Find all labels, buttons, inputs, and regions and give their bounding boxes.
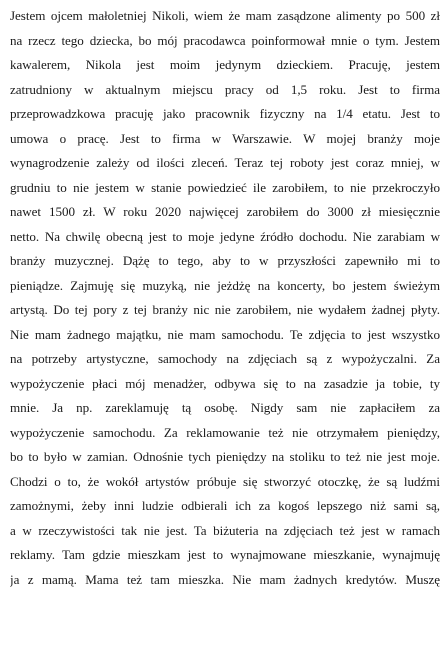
text-line-17: mnie. Ja np. zareklamuję tą osobę. Nigdy sam nie zapłaciłem za xyxy=(10,400,440,415)
text-line-21: zamożnymi, żeby inni ludzie odbierali ich za kogoś lepszego niż sami są, xyxy=(10,498,440,513)
text-line-7: wynagrodzenie zależy od ilości zleceń. Teraz tej roboty jest coraz mniej, w xyxy=(10,155,440,170)
text-line-23: reklamy. Tam gdzie mieszkam jest to wynajmowane mieszkanie, wynajmuję xyxy=(10,547,440,562)
text-line-20: Chodzi o to, że wokół artystów próbuje się stworzyć otoczkę, że są ludźmi xyxy=(10,473,440,489)
text-line-4: zatrudniony w aktualnym miejscu pracy od 1,5 roku. Jest to firma xyxy=(10,81,440,97)
text-line-6: umowa o pracę. Jest to firma w Warszawie. W mojej branży moje xyxy=(10,130,440,146)
text-line-10: netto. Na chwilę obecną jest to moje jedyne źródło dochodu. Nie zarabiam w xyxy=(10,228,440,244)
text-line-16: wypożyczenie płaci mój menadżer, odbywa się to na zasadzie ja tobie, ty xyxy=(10,375,440,391)
text-line-14: Nie mam żadnego majątku, nie mam samochodu. Te zdjęcia to jest wszystko xyxy=(10,326,440,342)
text-line-18: wypożyczenie samochodu. Za reklamowanie też nie otrzymałem pieniędzy, xyxy=(10,424,440,440)
text-line-11: branży muzycznej. Dążę to tego, aby to w przyszłości zapewniło mi to xyxy=(10,253,440,268)
text-line-12: pieniądze. Zajmuję się muzyką, nie jeżdżę na koncerty, bo jestem świeżym xyxy=(10,277,440,293)
text-line-15: na potrzeby artystyczne, samochody na zdjęciach są z wypożyczalni. Za xyxy=(10,351,440,366)
text-line-22: a w rzeczywistości tak nie jest. Ta biżuteria na zdjęciach też jest w ramach xyxy=(10,522,440,538)
text-line-24: ja z mamą. Mama też tam mieszka. Nie mam żadnych kredytów. Muszę xyxy=(10,571,440,587)
text-line-9: nawet 1500 zł. W roku 2020 najwięcej zarobiłem do 3000 zł miesięcznie xyxy=(10,204,440,219)
text-line-5: przeprowadzkowa pracuję jako pracownik fizyczny na 1/4 etatu. Jest to xyxy=(10,106,440,121)
text-line-3: kawalerem, Nikola jest moim jedynym dzieckiem. Pracuję, jestem xyxy=(10,57,440,72)
text-line-2: na rzecz tego dziecka, bo mój pracodawca poinformował mnie o tym. Jestem xyxy=(10,32,440,48)
text-line-1: Jestem ojcem małoletniej Nikoli, wiem że mam zasądzone alimenty po 500 zł xyxy=(10,8,440,23)
text-line-19: bo to było w zamian. Odnośnie tych pieniędzy na stoliku to też nie jest moje. xyxy=(10,449,440,464)
text-line-8: grudniu to nie jestem w stanie powiedzieć ile zarobiłem, to nie przekroczyło xyxy=(10,179,440,195)
text-line-13: artystą. Do tej pory z tej branży nic nie zarobiłem, nie wydałem żadnej płyty. xyxy=(10,302,440,317)
